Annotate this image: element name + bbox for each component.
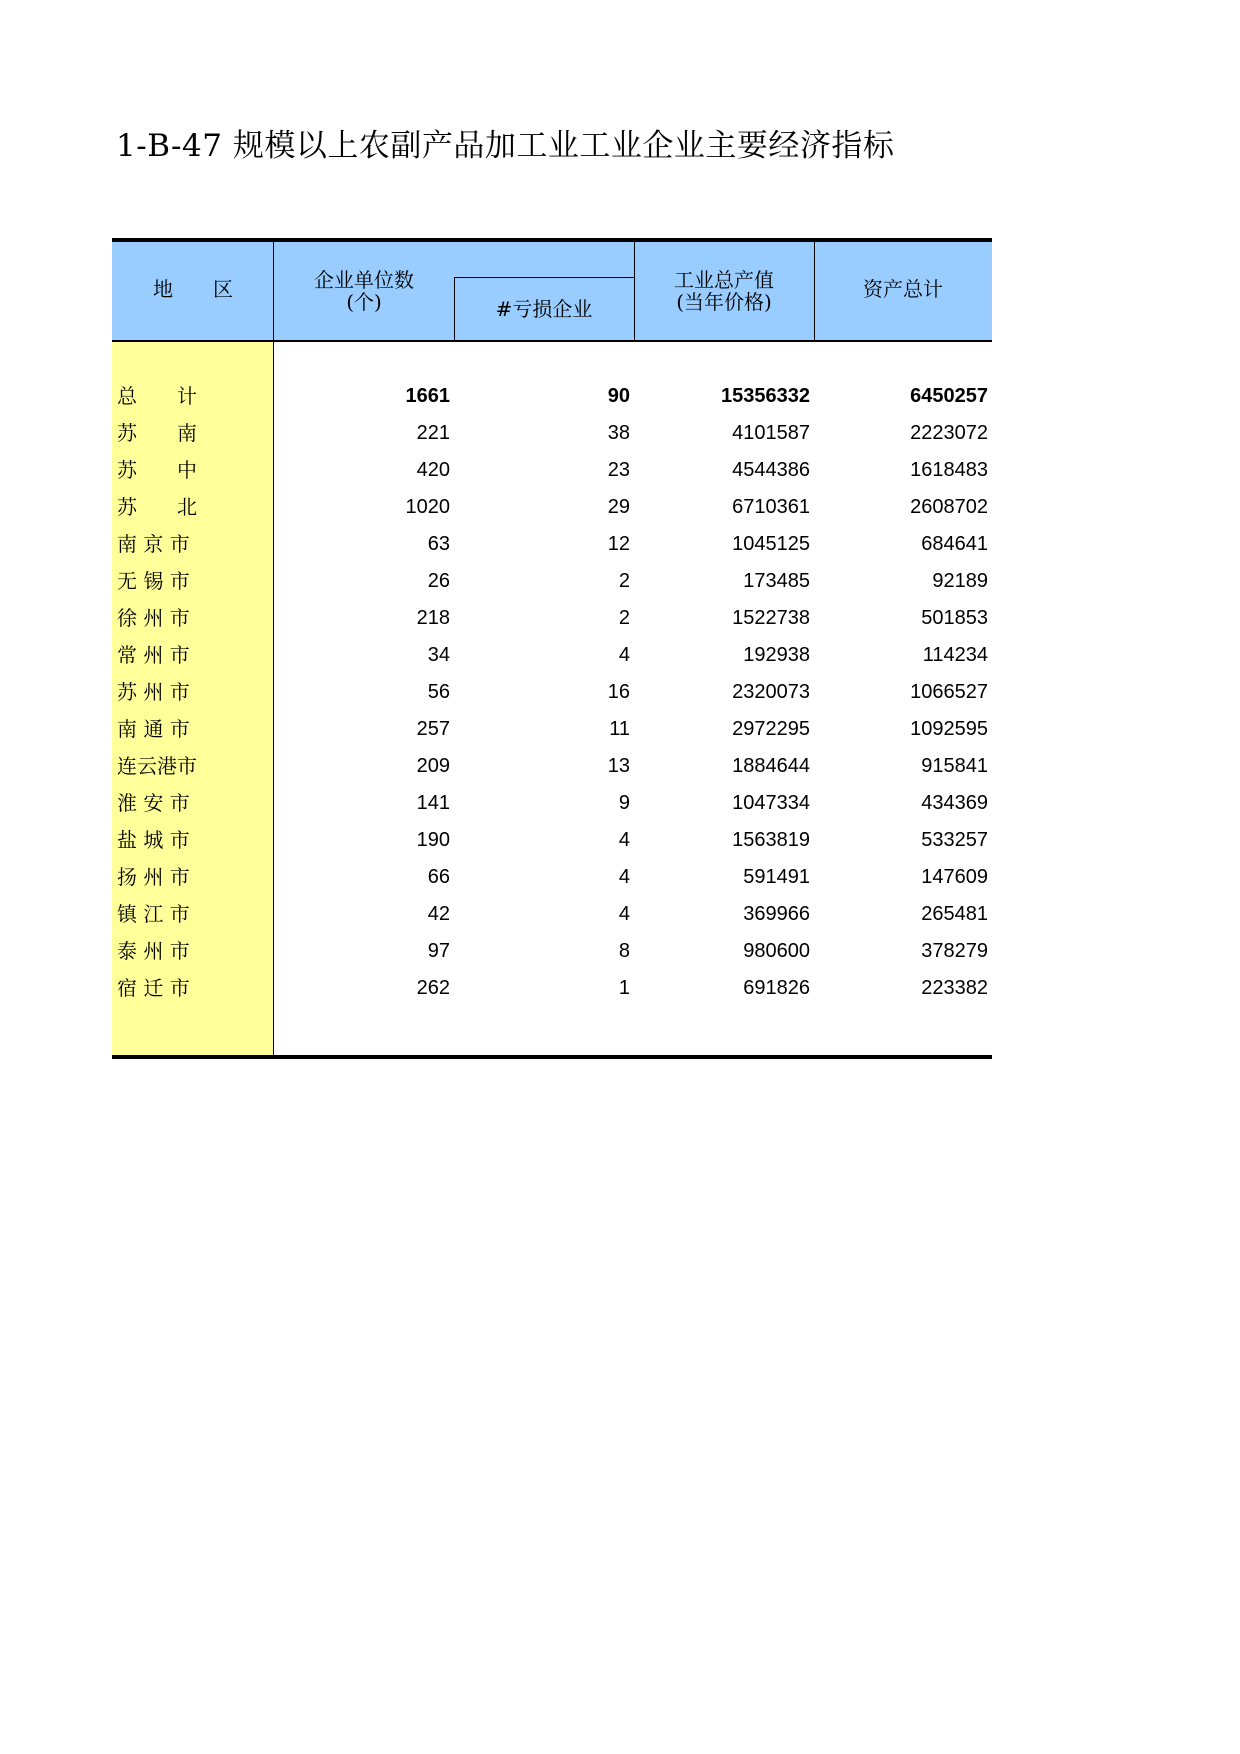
table-row bbox=[112, 378, 992, 415]
output-value: 980600 bbox=[743, 940, 810, 962]
table-row bbox=[112, 563, 992, 600]
units-value: 190 bbox=[416, 829, 450, 851]
region-name: 常 州 市 bbox=[117, 643, 190, 667]
header-loss bbox=[454, 277, 634, 342]
units-value: 1661 bbox=[405, 385, 450, 407]
header-output-unit: (当年价格) bbox=[676, 290, 772, 314]
assets-value: 533257 bbox=[921, 829, 988, 851]
table-row bbox=[112, 859, 992, 896]
assets-value: 6450257 bbox=[910, 385, 988, 407]
region-name: 扬 州 市 bbox=[117, 865, 190, 889]
output-value: 1047334 bbox=[732, 792, 810, 814]
header-divider bbox=[814, 242, 815, 342]
output-value: 691826 bbox=[743, 977, 810, 999]
assets-value: 147609 bbox=[921, 866, 988, 888]
output-value: 1045125 bbox=[732, 533, 810, 555]
table-row bbox=[112, 526, 992, 563]
loss-value: 16 bbox=[607, 681, 630, 703]
table-row bbox=[112, 489, 992, 526]
assets-value: 501853 bbox=[921, 607, 988, 629]
loss-value: 1 bbox=[618, 977, 630, 999]
assets-value: 223382 bbox=[921, 977, 988, 999]
header-divider bbox=[273, 242, 274, 342]
loss-value: 8 bbox=[618, 940, 630, 962]
table-row bbox=[112, 785, 992, 822]
output-value: 1522738 bbox=[732, 607, 810, 629]
header-units-label: 企业单位数 bbox=[314, 268, 414, 292]
loss-value: 23 bbox=[607, 459, 630, 481]
region-name: 宿 迁 市 bbox=[117, 976, 190, 1000]
units-value: 221 bbox=[416, 422, 450, 444]
units-value: 209 bbox=[416, 755, 450, 777]
units-value: 218 bbox=[416, 607, 450, 629]
region-name: 苏 南 bbox=[117, 421, 197, 445]
loss-value: 2 bbox=[618, 570, 630, 592]
output-value: 1563819 bbox=[732, 829, 810, 851]
assets-value: 915841 bbox=[921, 755, 988, 777]
units-value: 63 bbox=[427, 533, 450, 555]
header-region bbox=[112, 242, 274, 342]
assets-value: 2223072 bbox=[910, 422, 988, 444]
header-assets-label: 资产总计 bbox=[863, 277, 943, 301]
table-row bbox=[112, 415, 992, 452]
statistics-table bbox=[112, 238, 992, 1058]
units-value: 66 bbox=[427, 866, 450, 888]
region-name: 无 锡 市 bbox=[117, 569, 190, 593]
assets-value: 1618483 bbox=[910, 459, 988, 481]
output-value: 369966 bbox=[743, 903, 810, 925]
table-row bbox=[112, 970, 992, 1007]
table-row bbox=[112, 637, 992, 674]
units-value: 1020 bbox=[405, 496, 450, 518]
loss-value: 4 bbox=[618, 903, 630, 925]
loss-value: 4 bbox=[618, 644, 630, 666]
units-value: 56 bbox=[427, 681, 450, 703]
table-row bbox=[112, 674, 992, 711]
header-divider bbox=[634, 242, 635, 342]
assets-value: 684641 bbox=[921, 533, 988, 555]
loss-value: 2 bbox=[618, 607, 630, 629]
loss-value: 11 bbox=[609, 718, 630, 740]
units-value: 141 bbox=[416, 792, 450, 814]
loss-value: 29 bbox=[607, 496, 630, 518]
region-name: 镇 江 市 bbox=[117, 902, 190, 926]
header-region-label: 地 区 bbox=[153, 277, 233, 301]
loss-value: 38 bbox=[607, 422, 630, 444]
header-output bbox=[634, 242, 814, 342]
region-name: 连云港市 bbox=[117, 754, 197, 778]
loss-value: 13 bbox=[607, 755, 630, 777]
assets-value: 2608702 bbox=[910, 496, 988, 518]
region-name: 苏 北 bbox=[117, 495, 197, 519]
output-value: 591491 bbox=[743, 866, 810, 888]
header-output-label: 工业总产值 bbox=[674, 268, 774, 292]
page-title: 1-B-47 规模以上农副产品加工业工业企业主要经济指标 bbox=[116, 128, 895, 164]
table-row bbox=[112, 600, 992, 637]
table-row bbox=[112, 822, 992, 859]
loss-value: 90 bbox=[607, 385, 630, 407]
assets-value: 1092595 bbox=[910, 718, 988, 740]
table-row bbox=[112, 896, 992, 933]
output-value: 2320073 bbox=[732, 681, 810, 703]
region-name: 淮 安 市 bbox=[117, 791, 190, 815]
units-value: 262 bbox=[416, 977, 450, 999]
loss-value: 4 bbox=[618, 866, 630, 888]
table-row bbox=[112, 933, 992, 970]
table-row bbox=[112, 452, 992, 489]
region-name: 泰 州 市 bbox=[117, 939, 190, 963]
header-assets bbox=[814, 242, 992, 342]
region-name: 盐 城 市 bbox=[117, 828, 190, 852]
units-value: 97 bbox=[427, 940, 450, 962]
assets-value: 92189 bbox=[932, 570, 988, 592]
assets-value: 434369 bbox=[921, 792, 988, 814]
units-value: 26 bbox=[427, 570, 450, 592]
table-bottom-rule bbox=[112, 1055, 992, 1059]
loss-value: 9 bbox=[618, 792, 630, 814]
assets-value: 1066527 bbox=[910, 681, 988, 703]
region-name: 南 京 市 bbox=[117, 532, 190, 556]
loss-value: 12 bbox=[607, 533, 630, 555]
output-value: 4101587 bbox=[732, 422, 810, 444]
output-value: 2972295 bbox=[732, 718, 810, 740]
units-value: 420 bbox=[416, 459, 450, 481]
output-value: 6710361 bbox=[732, 496, 810, 518]
assets-value: 265481 bbox=[921, 903, 988, 925]
units-value: 34 bbox=[427, 644, 450, 666]
header-divider bbox=[454, 277, 455, 342]
loss-value: 4 bbox=[618, 829, 630, 851]
output-value: 15356332 bbox=[721, 385, 810, 407]
output-value: 4544386 bbox=[732, 459, 810, 481]
output-value: 1884644 bbox=[732, 755, 810, 777]
region-name: 苏 州 市 bbox=[117, 680, 190, 704]
units-value: 257 bbox=[416, 718, 450, 740]
region-name: 总 计 bbox=[117, 384, 197, 408]
units-value: 42 bbox=[427, 903, 450, 925]
region-name: 南 通 市 bbox=[117, 717, 190, 741]
output-value: 192938 bbox=[743, 644, 810, 666]
assets-value: 378279 bbox=[921, 940, 988, 962]
assets-value: 114234 bbox=[922, 644, 988, 666]
header-units-unit: (个) bbox=[346, 290, 382, 314]
table-row bbox=[112, 748, 992, 785]
region-name: 徐 州 市 bbox=[117, 606, 190, 630]
header-loss-label: #亏损企业 bbox=[495, 297, 593, 321]
region-name: 苏 中 bbox=[117, 458, 197, 482]
output-value: 173485 bbox=[743, 570, 810, 592]
table-row bbox=[112, 711, 992, 748]
